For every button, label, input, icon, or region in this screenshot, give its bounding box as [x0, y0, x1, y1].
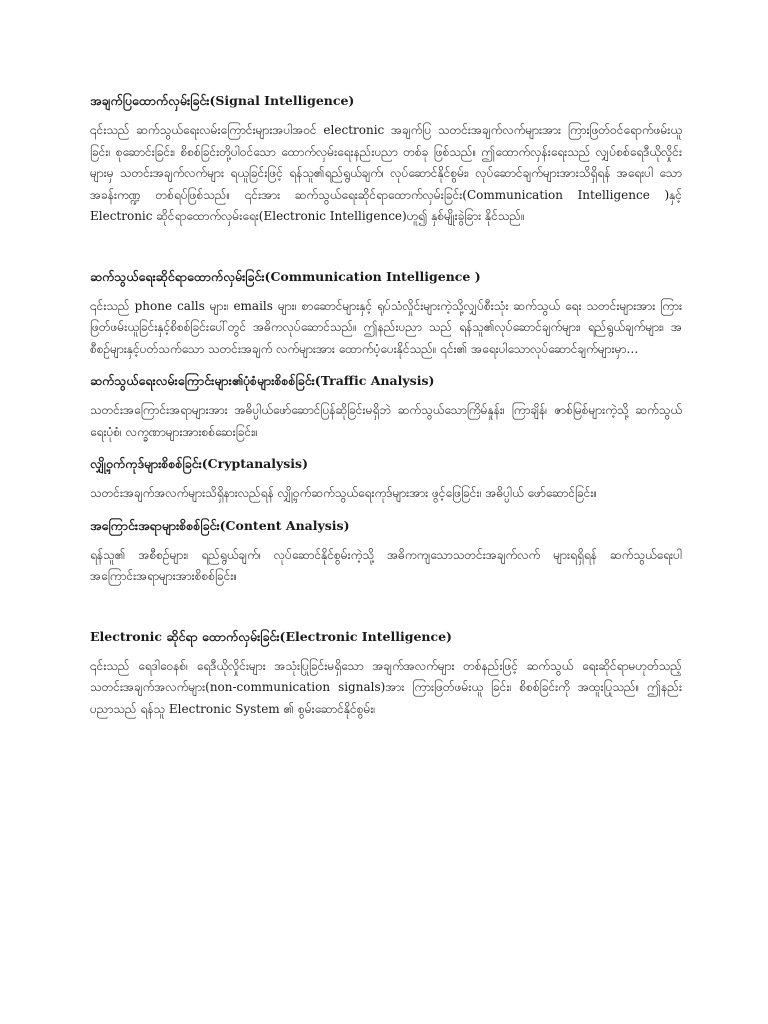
document-page [90, 92, 682, 720]
section-heading: လျှို့ဝှက်ကုဒ်များစိစစ်ခြင်း(Cryptanalysis) [90, 456, 309, 471]
section-communication-intelligence [90, 268, 682, 361]
section-heading: Electronic ဆိုင်ရာ ထောက်လှမ်းခြင်း(Electronic Intelligence) [90, 628, 452, 644]
section-heading: အချက်ပြထောက်လှမ်းခြင်း(Signal Intelligence) [90, 93, 355, 108]
section-signal-intelligence [90, 92, 682, 228]
section-content-analysis [90, 517, 682, 588]
section-body: သတင်းအကြောင်းအရာများအား အဓိပ္ပါယ်ဖော်ဆောင်ပြန်ဆိုခြင်းမရှိဘဲ ဆက်သွယ်သောကြိမ်နှုန်း၊ ကြာချိန်၊ ဇာစ်မြစ်များကဲ့သို့ ဆက်သွယ်ရေးပုံစံ၊ လက္ခဏာများအားစစ်ဆေးခြင်း။ [90, 403, 682, 439]
section-traffic-analysis [90, 372, 682, 443]
section-heading: ဆက်သွယ်ရေးလမ်းကြောင်းများ၏ပုံစံများစိစစ်ခြင်း(Traffic Analysis) [90, 373, 435, 388]
section-body: ၎င်းသည် phone calls များ၊ emails များ၊ စာဆောင်များနှင့် ရုပ်သံလှိုင်းများကဲ့သို့လျှပ်စီးသုံး ဆက်သွယ် ရေး သတင်းများအား ကြားဖြတ်ဖမ်းယူခြင်းနှင့်စိစစ်ခြင်းပေါ်တွင် အဓိကလုပ်ဆောင်သည်။ ဤနည်းပညာ သည် ရန်သူ၏လုပ်ဆောင်ချက်များ၊ ရည်ရွယ်ချက်များ၊ အစီစဉ်များနှင့်ပတ်သက်သော သတင်းအချက် လက်များအား ထောက်ပံ့ပေးနိုင်သည်။ ၎င်း၏ အရေးပါသောလုပ်ဆောင်ချက်များမှာ… [90, 298, 682, 356]
section-electronic-intelligence [90, 628, 682, 721]
section-heading: အကြောင်းအရာများစိစစ်ခြင်း(Content Analysis) [90, 517, 350, 533]
section-cryptanalysis [90, 455, 682, 505]
section-body: ၎င်းသည် ရေဒါဝေနစ်၊ ရေဒီယိုလှိုင်းများ အသုံးပြုခြင်းမရှိသော အချက်အလက်များ တစ်နည်းဖြင့် ဆက်သွယ် ရေးဆိုင်ရာမဟုတ်သည့် သတင်းအချက်အလက်များ(non-communication signals)အား ကြားဖြတ်ဖမ်းယူ ခြင်း၊ စိစစ်ခြင်းကို အထူးပြုသည်။ ဤနည်းပညာသည် ရန်သူ Electronic System ၏ စွမ်းဆောင်နိုင်စွမ်း၊ [90, 658, 682, 716]
section-body: ၎င်းသည် ဆက်သွယ်ရေးလမ်းကြောင်းများအပါအဝင် electronic အချက်ပြ သတင်းအချက်လက်များအား ကြားဖြတ်ဝင်ရောက်ဖမ်းယူခြင်း၊ စုဆောင်းခြင်း၊ စိစစ်ခြင်းတို့ပါဝင်သော ထောက်လှမ်းရေးနည်းပညာ တစ်ခု ဖြစ်သည်။ ဤထောက်လှန်းရေးသည် လျှပ်စစ်ရေဒီယိုလှိုင်းများမှ သတင်းအချက်လက်များ ရယူခြင်းဖြင့် ရန်သူ၏ရည်ရွယ်ချက်၊ လုပ်ဆောင်နိုင်စွမ်း၊ လုပ်ဆောင်ချက်များအားသိရှိရန် အရေးပါ သောအခန်းကဏ္ဍ တစ်ရပ်ဖြစ်သည်။ ၎င်းအား ဆက်သွယ်ရေးဆိုင်ရာထောက်လှမ်းခြင်း(Communication Intelligence )နှင့် Electronic ဆိုင်ရာထောက်လှမ်းရေး(Electronic Intelligence)ဟူ၍ နှစ်မျိုးခွဲခြား နိုင်သည်။ [90, 123, 682, 223]
section-body: သတင်းအချက်အလက်များသိရှိနားလည်ရန် လျှို့ဝှက်ဆက်သွယ်ရေးကုဒ်များအား ဖွင့်ဖြေခြင်း၊ အဓိပ္ပါယ် ဖော်ဆောင်ခြင်း။ [90, 486, 598, 500]
section-body: ရန်သူ၏ အစီစဉ်များ၊ ရည်ရွယ်ချက်၊ လုပ်ဆောင်နိုင်စွမ်းကဲ့သို့ အဓိကကျသောသတင်းအချက်လက် များရရှိရန် ဆက်သွယ်ရေးပါအကြောင်းအရာများအားစိစစ်ခြင်း။ [90, 547, 682, 583]
section-heading: ဆက်သွယ်ရေးဆိုင်ရာထောက်လှမ်းခြင်း(Communication Intelligence ) [90, 268, 481, 284]
